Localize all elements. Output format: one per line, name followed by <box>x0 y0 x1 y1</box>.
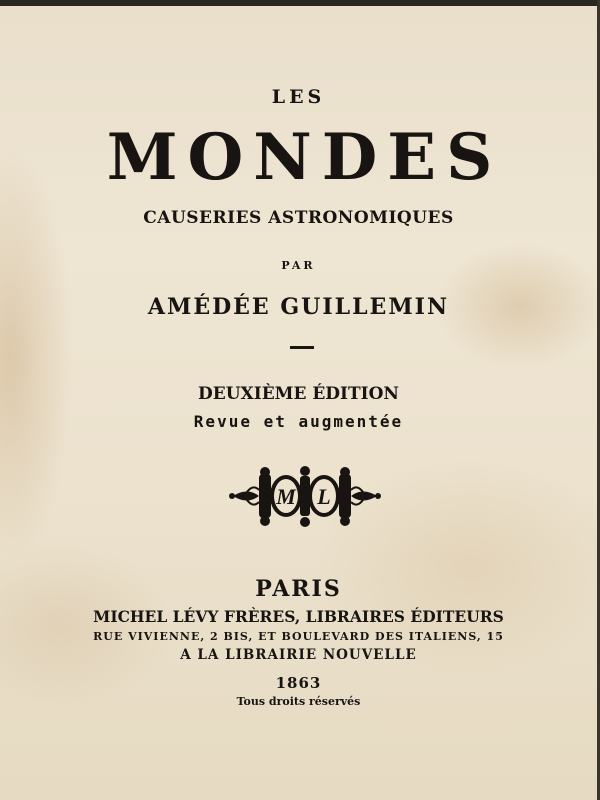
book-subtitle: CAUSERIES ASTRONOMIQUES <box>143 208 454 228</box>
imprint-city: PARIS <box>255 576 342 602</box>
imprint-address: RUE VIVIENNE, 2 BIS, ET BOULEVARD DES ITALIENS, 15 <box>93 630 504 643</box>
imprint-year: 1863 <box>275 674 322 692</box>
author-name: AMÉDÉE GUILLEMIN <box>147 294 450 320</box>
imprint-bookshop: A LA LIBRAIRIE NOUVELLE <box>180 647 417 663</box>
revision-note: Revue et augmentée <box>193 412 404 431</box>
title-page <box>0 6 597 800</box>
title-rule <box>290 346 314 349</box>
rights-notice: Tous droits réservés <box>236 695 361 708</box>
book-title: MONDES <box>106 120 503 195</box>
by-line: PAR <box>281 259 316 272</box>
title-article: LES <box>271 86 326 108</box>
svg-text:M: M <box>276 484 296 509</box>
publisher-emblem <box>229 464 381 528</box>
edition-label: DEUXIÈME ÉDITION <box>198 384 399 404</box>
svg-text:L: L <box>317 484 331 509</box>
imprint-publisher: MICHEL LÉVY FRÈRES, LIBRAIRES ÉDITEURS <box>93 607 504 626</box>
